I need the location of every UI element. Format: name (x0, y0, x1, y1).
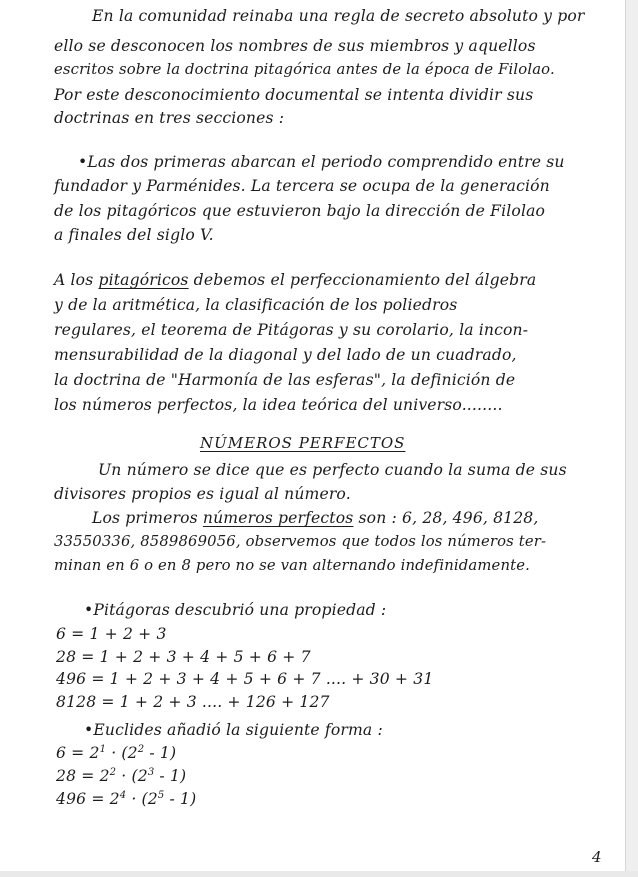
pythagoras-equation: 496 = 1 + 2 + 3 + 4 + 5 + 6 + 7 .... + 30 + 31 (56, 670, 434, 688)
formula-lhs: 6 = 2 (56, 744, 100, 762)
paragraph-5-rest: son : 6, 28, 496, 8128, (353, 509, 539, 527)
formula-lhs: 496 = 2 (56, 790, 120, 808)
paragraph-1-line-3: escritos sobre la doctrina pitagórica antes de la época de Filolao. (54, 61, 555, 78)
paragraph-5-line-2: 33550336, 8589869056, observemos que todos los números ter- (54, 533, 547, 550)
paragraph-1-line-2: ello se desconocen los nombres de sus miembros y aquellos (54, 37, 536, 55)
formula-exponent: 1 (99, 744, 107, 755)
paragraph-3-line-5: la doctrina de "Harmonía de las esferas", la definición de (54, 371, 516, 389)
paragraph-1-line-5: doctrinas en tres secciones : (54, 109, 285, 127)
section-title: NÚMEROS PERFECTOS (200, 434, 406, 452)
paragraph-3-line-3: regulares, el teorema de Pitágoras y su corolario, la incon- (54, 321, 529, 339)
formula-middle: · (2 (126, 790, 158, 808)
formula-exponent: 5 (157, 790, 165, 801)
paragraph-3-rest: debemos el perfeccionamiento del álgebra (188, 271, 537, 289)
paragraph-3-intro: A los (54, 271, 99, 289)
paragraph-3-line-1 (54, 270, 536, 290)
euclid-formula (56, 789, 196, 809)
paragraph-4-line-1: Un número se dice que es perfecto cuando la suma de sus (98, 461, 567, 479)
paragraph-4-line-2: divisores propios es igual al número. (54, 485, 351, 503)
paragraph-1-line-1: En la comunidad reinaba una regla de secreto absoluto y por (92, 7, 585, 25)
page-right-edge (625, 0, 638, 877)
euclid-heading: •Euclides añadió la siguiente forma : (84, 721, 383, 739)
pythagoras-equation: 28 = 1 + 2 + 3 + 4 + 5 + 6 + 7 (56, 648, 311, 666)
formula-middle: · (2 (116, 767, 148, 785)
formula-exponent: 3 (147, 767, 155, 778)
euclid-formula (56, 743, 176, 763)
pythagoras-equation: 8128 = 1 + 2 + 3 .... + 126 + 127 (56, 693, 330, 711)
underlined-term-pitagoricos: pitagóricos (98, 271, 189, 289)
paragraph-2-line-4: a finales del siglo V. (54, 226, 214, 244)
formula-exponent: 2 (109, 767, 117, 778)
formula-lhs: 28 = 2 (56, 767, 110, 785)
paragraph-2-line-2: fundador y Parménides. La tercera se ocupa de la generación (54, 177, 550, 195)
formula-end: - 1) (144, 744, 177, 762)
pythagoras-equation: 6 = 1 + 2 + 3 (56, 625, 167, 643)
paragraph-5-intro: Los primeros (92, 509, 203, 527)
paragraph-1-line-4: Por este desconocimiento documental se intenta dividir sus (54, 86, 534, 104)
euclid-formula (56, 766, 186, 786)
formula-middle: · (2 (106, 744, 138, 762)
paragraph-2-line-3: de los pitagóricos que estuvieron bajo la dirección de Filolao (54, 202, 546, 220)
paragraph-5-line-1 (92, 508, 539, 528)
paragraph-2-line-1: •Las dos primeras abarcan el periodo comprendido entre su (78, 153, 565, 171)
page-number: 4 (592, 848, 602, 866)
underlined-term-numeros-perfectos: números perfectos (202, 509, 354, 527)
paragraph-3-line-6: los números perfectos, la idea teórica del universo........ (54, 396, 503, 414)
formula-exponent: 2 (137, 744, 145, 755)
paragraph-5-line-3: minan en 6 o en 8 pero no se van alternando indefinidamente. (54, 557, 530, 574)
formula-end: - 1) (154, 767, 187, 785)
paragraph-3-line-2: y de la aritmética, la clasificación de los poliedros (54, 296, 458, 314)
paragraph-3-line-4: mensurabilidad de la diagonal y del lado de un cuadrado, (54, 346, 517, 364)
formula-end: - 1) (164, 790, 197, 808)
formula-exponent: 4 (119, 790, 127, 801)
pythagoras-heading: •Pitágoras descubrió una propiedad : (84, 601, 387, 619)
page-bottom-edge (0, 871, 638, 877)
